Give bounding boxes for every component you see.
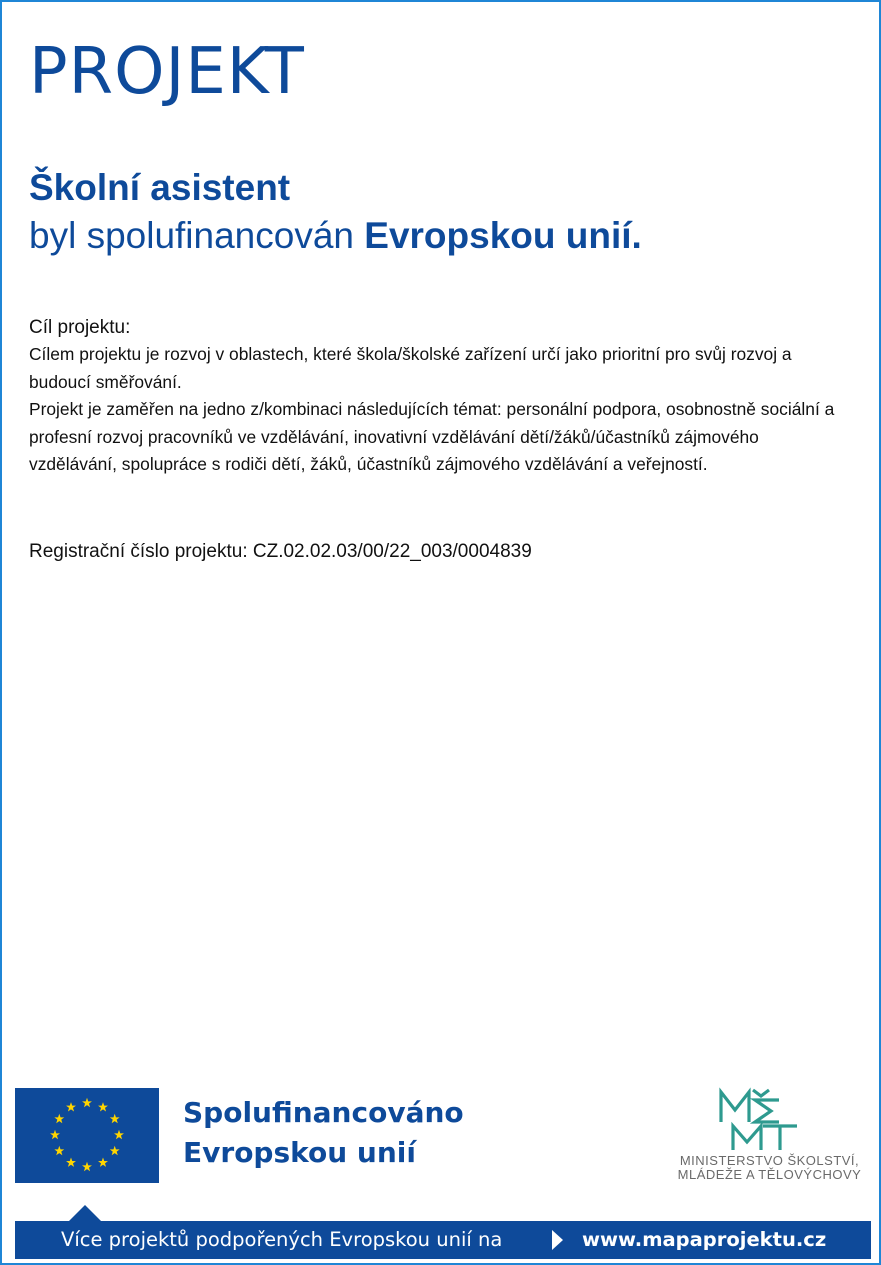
eu-star xyxy=(66,1102,76,1111)
project-name: Školní asistent xyxy=(29,167,291,208)
ministry-name xyxy=(667,1154,872,1182)
footer-banner xyxy=(15,1221,871,1259)
eu-stars xyxy=(15,1088,159,1183)
eu-star xyxy=(98,1158,108,1167)
cofinanced-prefix: byl spolufinancován xyxy=(29,215,365,256)
eu-flag-icon xyxy=(15,1088,159,1183)
msmt-monogram-icon xyxy=(667,1086,872,1152)
banner-url-link[interactable]: www.mapaprojektu.cz xyxy=(582,1228,827,1251)
eu-star xyxy=(110,1146,120,1155)
arrow-right-icon xyxy=(552,1230,563,1250)
goal-text: Cílem projektu je rozvoj v oblastech, které škola/školské zařízení určí jako prioritní pro svůj rozvoj a budoucí směřování. xyxy=(29,344,792,392)
eu-star xyxy=(54,1114,64,1123)
eu-star xyxy=(114,1130,124,1139)
eu-star xyxy=(54,1146,64,1155)
cofinanced-line xyxy=(29,212,642,260)
poster-title: PROJEKT xyxy=(29,35,305,109)
eu-line-2: Evropskou unií xyxy=(183,1136,416,1169)
ministry-line-1: MINISTERSTVO ŠKOLSTVÍ, xyxy=(679,1153,860,1168)
topics-text: Projekt je zaměřen na jedno z/kombinaci následujících témat: personální podpora, osobnostně sociální a profesní rozvoj pracovníků ve vzdělávání, inovativní vzdělávání dětí/žáků/účastníků zájmového vzdělávání, spolupráce s rodiči dětí, žáků, účastníků zájmového vzdělávání a veřejností. xyxy=(29,399,835,474)
eu-star xyxy=(110,1114,120,1123)
eu-star xyxy=(66,1158,76,1167)
eu-line-1: Spolufinancováno xyxy=(183,1096,464,1129)
eu-star xyxy=(82,1162,92,1171)
eu-star xyxy=(82,1098,92,1107)
project-description xyxy=(29,314,849,479)
cofinanced-bold: Evropskou unií. xyxy=(364,215,642,256)
eu-star xyxy=(50,1130,60,1139)
ministry-line-2: MLÁDEŽE A TĚLOVÝCHOVY xyxy=(677,1167,862,1182)
eu-cofinanced-text xyxy=(183,1093,464,1173)
headline xyxy=(29,164,642,260)
registration-number: Registrační číslo projektu: CZ.02.02.03/00/22_003/0004839 xyxy=(29,541,532,562)
eu-star xyxy=(98,1102,108,1111)
msmt-logo xyxy=(667,1086,872,1186)
banner-notch xyxy=(69,1205,101,1221)
banner-text: Více projektů podpořených Evropskou unií na xyxy=(61,1228,503,1251)
goal-label: Cíl projektu: xyxy=(29,317,131,338)
